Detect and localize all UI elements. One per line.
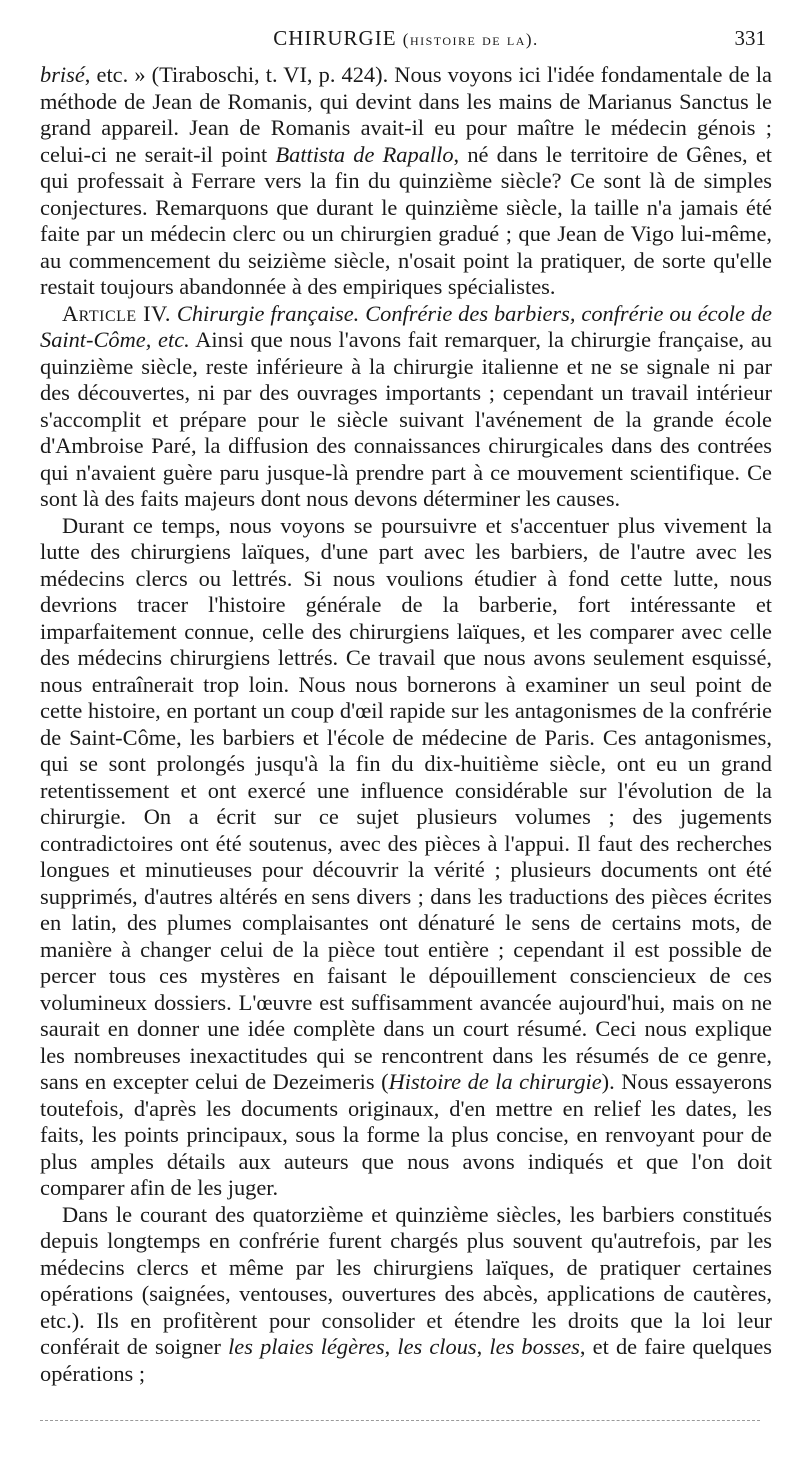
paragraph-text: , né dans le territoire de Gênes, et qui professait à Ferrare vers la fin du quinzième siècle? Ce sont là de simples conjectures. Remarquons que durant le quinzième siècle, la taille n'a jamais été faite par un médecin clerc ou un chirurgien gradué ; que Jean de Vigo lui-même, au commencement du seizième siècle, n'osait point la pratiquer, de sorte qu'elle restait toujours abandonnée à des empiriques spécialistes. [40,141,772,299]
article-title: Chirurgie française. Confrérie des barbiers, confrérie ou école de Saint-Côme, etc. [40,300,772,352]
italic-term: les clous [397,1334,477,1359]
italic-term: les bosses [489,1334,580,1359]
paragraph-text: , et de faire quelques opérations ; [40,1334,773,1386]
paragraph-text: , etc. » (Tiraboschi, t. VI, p. 424). Nous voyons ici l'idée fondamentale de la méthode de Jean de Romanis, qui devint dans les mains de Marianus Sanctus le grand appareil. Jean de Romanis avait-il eu pour maître le médecin génois ; celui-ci ne serait-il point [40,62,772,167]
body-text [40,62,772,1387]
separator: , [384,1334,398,1359]
italic-name: Battista de Rapallo [275,141,454,167]
paragraph-3 [40,513,772,1202]
italic-reference: Histoire de la chirurgie [388,1069,602,1094]
separator: , [476,1334,490,1359]
italic-word: brisé [40,62,85,87]
article-label: Article IV. [62,300,171,326]
paragraph-4 [40,1202,772,1388]
paragraph-article-iv [40,301,772,513]
running-title [40,26,772,51]
paragraph-text: Dans le courant des quatorzième et quinzième siècles, les barbiers constitués depuis longtemps en confrérie furent chargés plus souvent qu'autrefois, par les médecins clercs et même par les chirurgiens laïques, de pratiquer certaines opérations (saignées, ventouses, ouvertures des abcès, applications de cautères, etc.). Ils en profitèrent pour consolider et étendre les droits que la loi leur conférait de soigner [40,1201,772,1359]
running-head [40,26,772,56]
italic-term: les plaies légères [228,1334,385,1359]
paragraph-text: Ainsi que nous l'avons fait remarquer, la chirurgie française, au quinzième siècle, reste inférieure à la chirurgie italienne et ne se signale ni par des découvertes, ni par des ouvrages importants ; cependant un travail intérieur s'accomplit et prépare pour le siècle suivant l'avénement de la grande école d'Ambroise Paré, la diffusion des connaissances chirurgicales dans des contrées qui n'avaient guère paru jusque-là prendre part à ce mouvement scientifique. Ce sont là des faits majeurs dont nous devons déterminer les causes. [40,327,772,511]
bottom-dashed-rule [40,1420,760,1421]
running-title-sub: (histoire de la). [402,30,539,49]
paragraph-1 [40,62,772,301]
paragraph-text: ). Nous essayerons toutefois, d'après les documents originaux, d'en mettre en relief les dates, les faits, les points principaux, sous la forme la plus concise, en renvoyant pour de plus amples détails aux auteurs que nous avons indiqués et que l'on doit comparer afin de les juger. [40,1069,772,1200]
running-title-main: CHIRURGIE [273,26,397,50]
paragraph-text: Durant ce temps, nous voyons se poursuivre et s'accentuer plus vivement la lutte des chirurgiens laïques, d'une part avec les barbiers, de l'autre avec les médecins clercs ou lettrés. Si nous voulions étudier à fond cette lutte, nous devrions tracer l'histoire générale de la barberie, fort intéressante et imparfaitement connue, celle des chirurgiens laïques, et les comparer avec celle des médecins chirurgiens lettrés. Ce travail que nous avons seulement esquissé, nous entraînerait trop loin. Nous nous bornerons à examiner un seul point de cette histoire, en portant un coup d'œil rapide sur les antagonismes de la confrérie de Saint-Côme, les barbiers et l'école de médecine de Paris. Ces antagonismes, qui se sont prolongés jusqu'à la fin du dix-huitième siècle, ont eu un grand retentissement et ont exercé une influence considérable sur l'évolution de la chirurgie. On a écrit sur ce sujet plusieurs volumes ; des jugements contradictoires ont été soutenus, avec des pièces à l'appui. Il faut des recherches longues et minutieuses pour découvrir la vérité ; plusieurs documents ont été supprimés, d'autres altérés en sens divers ; dans les traductions des pièces écrites en latin, des plumes complaisantes ont dénaturé le sens de certains mots, de manière à changer celui de la pièce tout entière ; cependant il est possible de percer tous ces mystères en faisant le dépouillement consciencieux de ces volumineux dossiers. L'œuvre est suffisamment avancée aujourd'hui, mais on ne saurait en donner une idée complète dans un court résumé. Ceci nous explique les nombreuses inexactitudes qui se rencontrent dans les résumés de ce genre, sans en excepter celui de Dezeimeris ( [40,512,772,1094]
page-number: 331 [734,26,766,50]
